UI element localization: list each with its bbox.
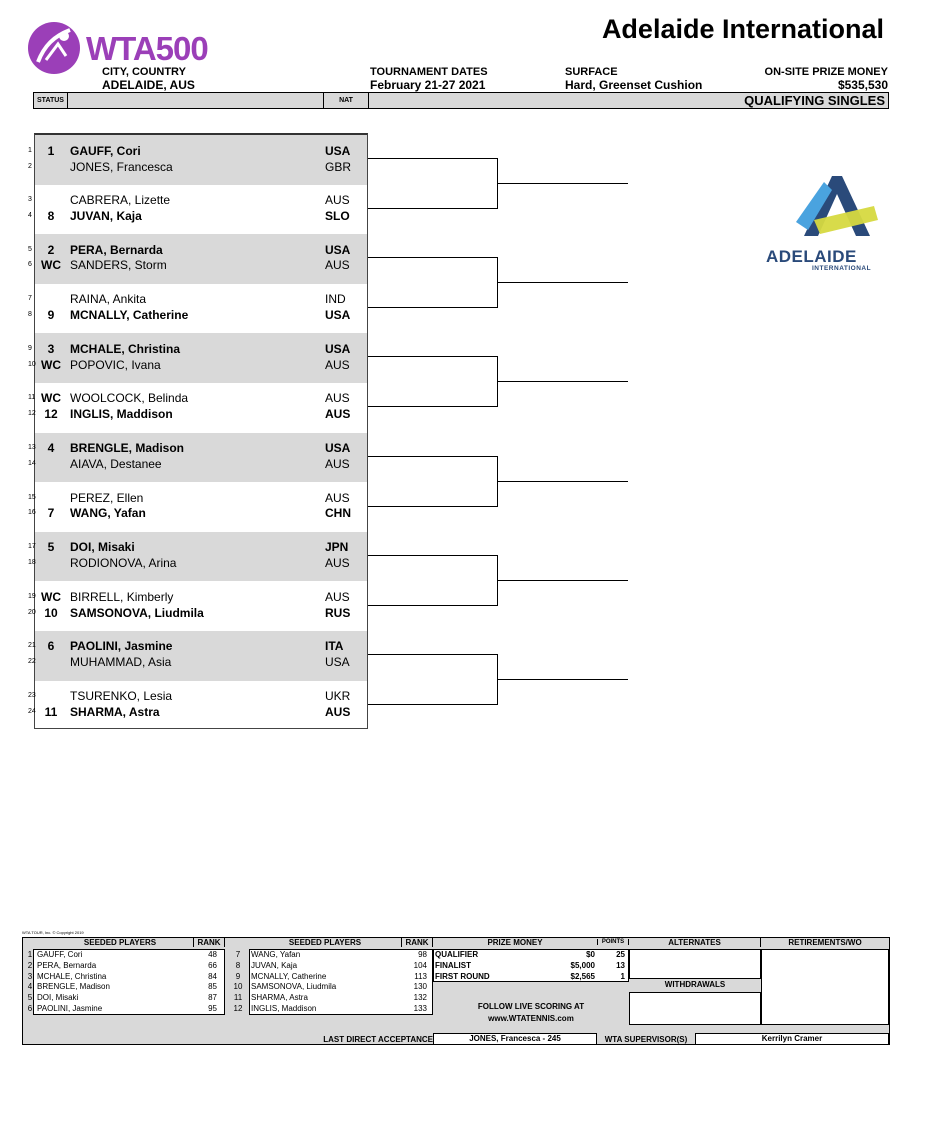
player-nat: AUS <box>325 391 350 405</box>
city-label: CITY, COUNTRY <box>102 66 186 78</box>
bracket-line <box>368 555 498 556</box>
prize-money: $2,565 <box>570 971 595 981</box>
player-nat: AUS <box>325 258 350 272</box>
wta-logo-text: WTA500 <box>86 30 208 67</box>
draw-row <box>0 655 938 671</box>
rank-header-right: RANK <box>401 938 433 947</box>
player-name: RODIONOVA, Arina <box>70 556 177 570</box>
draw-position: 12 <box>28 410 36 417</box>
seed-rank: 66 <box>208 960 217 970</box>
seed-status: 11 <box>44 705 58 719</box>
prize-money-header: PRIZE MONEY <box>487 938 543 947</box>
player-name: WOOLCOCK, Belinda <box>70 391 189 405</box>
seed-number: 1 <box>27 950 33 959</box>
dates-value: February 21-27 2021 <box>370 78 486 92</box>
withdrawals-header: WITHDRAWALS <box>664 980 726 989</box>
seed-name: DOI, Misaki <box>37 993 79 1003</box>
wta-player-icon <box>24 16 88 80</box>
player-name: SHARMA, Astra <box>70 705 160 719</box>
bracket-line <box>497 580 628 581</box>
seed-status: 12 <box>44 407 58 421</box>
seed-rank: 98 <box>418 950 427 959</box>
player-nat: AUS <box>325 705 351 719</box>
seed-number: 6 <box>27 1004 33 1013</box>
player-nat: AUS <box>325 491 350 505</box>
seed-name: PAOLINI, Jasmine <box>37 1004 103 1013</box>
draw-position: 5 <box>28 246 32 253</box>
adelaide-a-icon <box>794 170 880 242</box>
dates-label: TOURNAMENT DATES <box>370 66 488 78</box>
player-name: AIAVA, Destanee <box>70 457 162 471</box>
bracket-line <box>497 679 628 680</box>
bracket-line <box>368 257 498 258</box>
seed-status: WC <box>41 391 61 405</box>
player-name: CABRERA, Lizette <box>70 193 171 207</box>
seed-rank: 113 <box>414 971 427 981</box>
rank-header-left: RANK <box>193 938 225 947</box>
seed-name: INGLIS, Maddison <box>251 1004 317 1013</box>
prize-round: QUALIFIER <box>435 950 479 959</box>
status-bar <box>33 92 889 109</box>
seed-name: MCNALLY, Catherine <box>251 971 327 981</box>
player-nat: IND <box>325 292 346 306</box>
seed-number: 4 <box>27 982 33 992</box>
draw-position: 6 <box>28 261 32 268</box>
draw-row <box>0 506 938 522</box>
draw-position: 11 <box>28 394 36 401</box>
draw-row <box>0 689 938 705</box>
prize-label: ON-SITE PRIZE MONEY <box>764 66 888 78</box>
player-name: INGLIS, Maddison <box>70 407 173 421</box>
draw-position: 23 <box>28 692 36 699</box>
supervisor-value: Kerrilyn Cramer <box>695 1033 889 1045</box>
seed-status: 5 <box>47 540 55 554</box>
draw-row <box>0 639 938 655</box>
draw-position: 2 <box>28 163 32 170</box>
player-nat: CHN <box>325 506 351 520</box>
seed-status: 2 <box>47 243 55 257</box>
seed-rank: 104 <box>413 960 427 970</box>
bracket-line <box>368 654 498 655</box>
draw-position: 9 <box>28 345 32 352</box>
player-nat: RUS <box>325 606 351 620</box>
seed-number: 10 <box>233 982 243 992</box>
seed-name: PERA, Bernarda <box>37 960 97 970</box>
seed-status: 9 <box>47 308 55 322</box>
withdrawals-box <box>629 992 761 1025</box>
city-value: ADELAIDE, AUS <box>102 78 195 92</box>
bracket-line <box>497 381 628 382</box>
player-name: BRENGLE, Madison <box>70 441 185 455</box>
seed-name: MCHALE, Christina <box>37 971 107 981</box>
draw-row <box>0 292 938 308</box>
live-scoring-label: FOLLOW LIVE SCORING AT <box>477 1002 585 1011</box>
seed-number: 8 <box>235 960 241 970</box>
seed-status: 7 <box>47 506 55 520</box>
seed-number: 5 <box>27 993 33 1003</box>
seed-status: 6 <box>47 639 55 653</box>
surface-value: Hard, Greenset Cushion <box>565 78 703 92</box>
seed-rank: 133 <box>413 1004 427 1013</box>
lda-value: JONES, Francesca - 245 <box>433 1033 597 1045</box>
player-name: BIRRELL, Kimberly <box>70 590 174 604</box>
player-nat: SLO <box>325 209 350 223</box>
seed-rank: 87 <box>208 993 217 1003</box>
player-name: MUHAMMAD, Asia <box>70 655 172 669</box>
player-name: POPOVIC, Ivana <box>70 358 161 372</box>
draw-row <box>0 308 938 324</box>
supervisor-label: WTA SUPERVISOR(S) <box>604 1035 688 1044</box>
prize-round: FINALIST <box>435 960 471 970</box>
retirements-box <box>761 949 889 1025</box>
alternates-header: ALTERNATES <box>629 938 761 947</box>
bracket-line <box>368 456 498 457</box>
seed-number: 12 <box>233 1004 243 1013</box>
draw-position: 16 <box>28 509 36 516</box>
draw-position: 21 <box>28 642 36 649</box>
draw-row <box>0 391 938 407</box>
player-nat: AUS <box>325 590 350 604</box>
bracket-line <box>368 208 498 209</box>
copyright: WTA TOUR, Inc. © Copyright 2019 <box>22 930 84 935</box>
player-nat: AUS <box>325 407 351 421</box>
draw-position: 19 <box>28 593 36 600</box>
draw-row <box>0 457 938 473</box>
website-link[interactable]: www.WTATENNIS.com <box>488 1014 574 1023</box>
bracket-line <box>497 183 628 184</box>
prize-value: $535,530 <box>837 78 888 92</box>
points-header: POINTS <box>597 939 629 945</box>
seed-name: SAMSONOVA, Liudmila <box>251 982 337 992</box>
seed-name: GAUFF, Cori <box>37 950 83 959</box>
player-nat: JPN <box>325 540 349 554</box>
seed-status: 3 <box>47 342 55 356</box>
prize-round: FIRST ROUND <box>435 971 490 981</box>
player-nat: UKR <box>325 689 351 703</box>
prize-money: $5,000 <box>570 960 595 970</box>
player-nat: AUS <box>325 358 350 372</box>
lda-label: LAST DIRECT ACCEPTANCE <box>323 1035 433 1044</box>
seed-status: WC <box>41 358 61 372</box>
player-name: RAINA, Ankita <box>70 292 147 306</box>
seed-status: WC <box>41 258 61 272</box>
player-nat: AUS <box>325 457 350 471</box>
seed-status: 10 <box>44 606 58 620</box>
draw-row <box>0 705 938 721</box>
seed-rank: 85 <box>208 982 217 992</box>
nat-col-header: NAT <box>323 93 369 108</box>
player-name: PERA, Bernarda <box>70 243 163 257</box>
draw-position: 8 <box>28 311 32 318</box>
tournament-title: Adelaide International <box>601 14 884 44</box>
seed-status: 1 <box>47 144 55 158</box>
draw-row <box>0 540 938 556</box>
retirements-header: RETIREMENTS/WO <box>788 938 862 947</box>
bracket-line <box>368 506 498 507</box>
seed-rank: 48 <box>208 950 217 959</box>
seeded-header-left: SEEDED PLAYERS <box>83 938 157 947</box>
seed-status: 4 <box>47 441 55 455</box>
seed-number: 3 <box>27 971 33 981</box>
player-nat: AUS <box>325 556 350 570</box>
bracket-line <box>368 704 498 705</box>
bracket-line <box>368 356 498 357</box>
player-nat: AUS <box>325 193 350 207</box>
draw-row <box>0 407 938 423</box>
seed-status: 8 <box>47 209 55 223</box>
draw-position: 7 <box>28 295 32 302</box>
seed-name: BRENGLE, Madison <box>37 982 110 992</box>
player-name: MCHALE, Christina <box>70 342 181 356</box>
alternates-box <box>629 949 761 979</box>
seed-rank: 130 <box>413 982 427 992</box>
player-nat: USA <box>325 342 351 356</box>
draw-position: 17 <box>28 543 36 550</box>
surface-label: SURFACE <box>565 66 618 78</box>
bracket-line <box>368 605 498 606</box>
draw-row <box>0 441 938 457</box>
draw-position: 15 <box>28 494 36 501</box>
draw-row <box>0 556 938 572</box>
seed-number: 11 <box>233 993 243 1003</box>
adelaide-logo <box>794 170 880 247</box>
seed-rank: 132 <box>413 993 427 1003</box>
player-nat: USA <box>325 144 351 158</box>
player-name: PEREZ, Ellen <box>70 491 144 505</box>
player-name: JUVAN, Kaja <box>70 209 142 223</box>
adelaide-logo-text: ADELAIDE <box>766 247 857 266</box>
draw-position: 24 <box>28 708 36 715</box>
adelaide-logo-subtext: INTERNATIONAL <box>812 265 872 272</box>
prize-money: $0 <box>586 950 595 959</box>
player-nat: USA <box>325 243 351 257</box>
seed-number: 9 <box>235 971 241 981</box>
player-nat: USA <box>325 308 351 322</box>
seed-status: WC <box>41 590 61 604</box>
player-nat: USA <box>325 441 351 455</box>
player-name: SANDERS, Storm <box>70 258 167 272</box>
bracket-line <box>368 406 498 407</box>
player-name: TSURENKO, Lesia <box>70 689 173 703</box>
player-name: SAMSONOVA, Liudmila <box>70 606 204 620</box>
draw-row <box>0 491 938 507</box>
bracket-line <box>497 481 628 482</box>
draw-row <box>0 358 938 374</box>
status-col-header: STATUS <box>34 93 68 108</box>
player-nat: GBR <box>325 160 352 174</box>
draw-position: 13 <box>28 444 36 451</box>
player-nat: USA <box>325 655 350 669</box>
draw-type: QUALIFYING SINGLES <box>744 93 885 108</box>
draw-position: 14 <box>28 460 36 467</box>
seed-name: SHARMA, Astra <box>251 993 308 1003</box>
bracket-line <box>368 307 498 308</box>
draw-position: 3 <box>28 196 32 203</box>
seed-name: JUVAN, Kaja <box>251 960 298 970</box>
player-nat: ITA <box>325 639 344 653</box>
draw-row <box>0 606 938 622</box>
seed-number: 7 <box>235 950 241 959</box>
seed-number: 2 <box>27 960 33 970</box>
bracket-line <box>368 158 498 159</box>
seed-rank: 84 <box>208 971 217 981</box>
footer-table <box>22 937 890 1045</box>
prize-points: 25 <box>616 950 625 959</box>
draw-position: 4 <box>28 212 32 219</box>
draw-position: 18 <box>28 559 36 566</box>
seed-name: WANG, Yafan <box>251 950 301 959</box>
draw-position: 22 <box>28 658 36 665</box>
player-name: MCNALLY, Catherine <box>70 308 189 322</box>
bracket-line <box>497 282 628 283</box>
prize-points: 1 <box>620 971 625 981</box>
draw-position: 1 <box>28 147 32 154</box>
player-name: DOI, Misaki <box>70 540 135 554</box>
seeded-header-right: SEEDED PLAYERS <box>288 938 362 947</box>
player-name: JONES, Francesca <box>70 160 173 174</box>
draw-position: 20 <box>28 609 36 616</box>
player-name: WANG, Yafan <box>70 506 146 520</box>
prize-points: 13 <box>616 960 625 970</box>
draw-row <box>0 590 938 606</box>
player-name: PAOLINI, Jasmine <box>70 639 173 653</box>
draw-position: 10 <box>28 361 36 368</box>
seed-rank: 95 <box>208 1004 217 1013</box>
player-name: GAUFF, Cori <box>70 144 141 158</box>
